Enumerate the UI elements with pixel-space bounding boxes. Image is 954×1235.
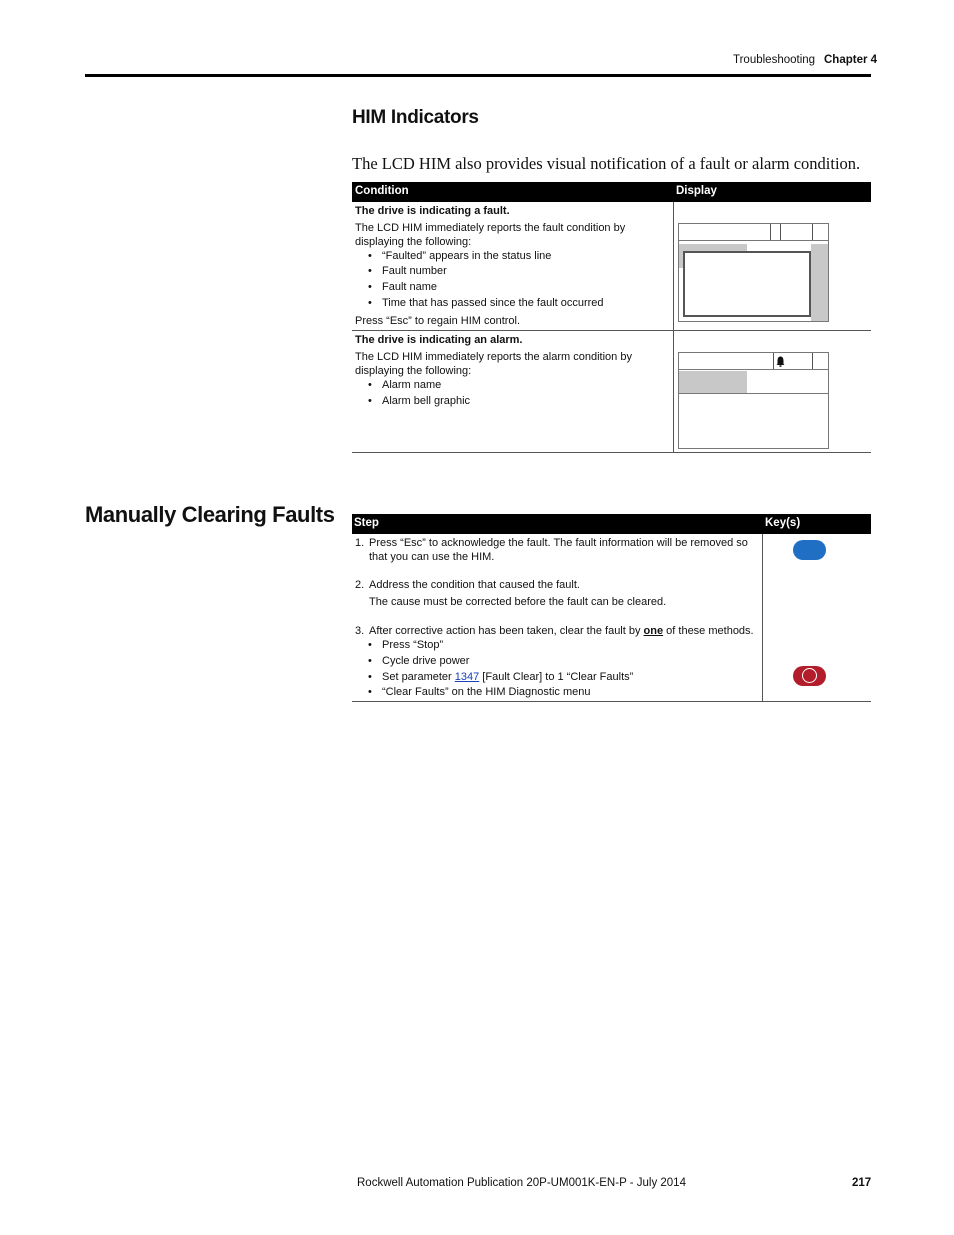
- col-step: Step: [354, 517, 379, 529]
- step-number: 1.: [355, 537, 365, 549]
- step-2-note: The cause must be corrected before the fault can be cleared.: [369, 596, 667, 608]
- step-2-text: Address the condition that caused the fault.: [369, 579, 580, 591]
- fault-lcd-display: [678, 223, 829, 322]
- clear-method-diagnostic-menu: • “Clear Faults” on the HIM Diagnostic menu: [382, 685, 590, 699]
- lcd-status-divider: [770, 224, 771, 240]
- lcd-scrollbar: [811, 244, 828, 321]
- col-keys: Key(s): [765, 517, 801, 529]
- esc-key-icon: [793, 540, 826, 560]
- header-chapter-label: Chapter 4: [824, 54, 878, 66]
- footer-publication: Rockwell Automation Publication 20P-UM001K-EN-P - July 2014: [357, 1177, 686, 1189]
- fault-bullet: • “Faulted” appears in the status line: [382, 249, 551, 263]
- condition-table-divider: [673, 202, 674, 453]
- alarm-lcd-display: [678, 352, 829, 449]
- header-section-title: Troubleshooting: [733, 54, 816, 66]
- him-indicators-heading: HIM Indicators: [352, 107, 479, 128]
- step-table-divider: [762, 534, 763, 701]
- lcd-status-divider: [812, 224, 813, 240]
- stop-key-icon: [793, 666, 826, 686]
- lcd-status-divider: [773, 353, 774, 369]
- alarm-bullet: • Alarm bell graphic: [382, 394, 470, 408]
- step-3-text: After corrective action has been taken, clear the fault by one of these methods.: [369, 625, 754, 637]
- lcd-separator: [679, 393, 828, 394]
- header-rule: [85, 74, 871, 77]
- clear-method-stop: • Press “Stop”: [382, 638, 443, 652]
- fault-row-title: The drive is indicating a fault.: [355, 205, 510, 217]
- lcd-status-divider: [812, 353, 813, 369]
- manual-clearing-heading: Manually Clearing Faults: [85, 502, 335, 527]
- fault-bullet: • Fault name: [382, 280, 437, 294]
- condition-table-header: [352, 182, 871, 202]
- parameter-1347-link[interactable]: 1347: [454, 671, 480, 683]
- alarm-row-desc: The LCD HIM immediately reports the alarm condition by displaying the following:: [355, 351, 632, 377]
- condition-table-bottom: [352, 452, 871, 453]
- clear-method-parameter: • Set parameter 1347 [Fault Clear] to 1 “Clear Faults”: [382, 670, 633, 684]
- lcd-status-divider: [780, 224, 781, 240]
- fault-row-desc: The LCD HIM immediately reports the fault condition by displaying the following:: [355, 222, 626, 248]
- lcd-status-line: [679, 240, 828, 241]
- fault-popup-window: [683, 251, 811, 317]
- alarm-bell-icon: [776, 356, 785, 367]
- footer-page-number: 217: [852, 1177, 872, 1189]
- fault-row-footer: Press “Esc” to regain HIM control.: [355, 315, 521, 327]
- step-number: 3.: [355, 625, 365, 637]
- step-number: 2.: [355, 579, 365, 591]
- step-table-header: [352, 514, 871, 534]
- step-1-text: Press “Esc” to acknowledge the fault. The fault information will be removed so that you can use the HIM.: [369, 537, 748, 563]
- him-indicators-intro: The LCD HIM also provides visual notification of a fault or alarm condition.: [352, 154, 861, 173]
- fault-bullet: • Time that has passed since the fault occurred: [382, 296, 604, 310]
- fault-bullet: • Fault number: [382, 264, 447, 278]
- step-table-bottom: [352, 701, 871, 702]
- clear-method-cycle-power: • Cycle drive power: [382, 654, 469, 668]
- lcd-status-line: [679, 369, 828, 370]
- col-display: Display: [676, 185, 717, 197]
- lcd-highlight: [679, 371, 747, 393]
- condition-row-separator: [352, 330, 871, 331]
- col-condition: Condition: [355, 185, 409, 197]
- alarm-row-title: The drive is indicating an alarm.: [355, 334, 523, 346]
- alarm-bullet: • Alarm name: [382, 378, 441, 392]
